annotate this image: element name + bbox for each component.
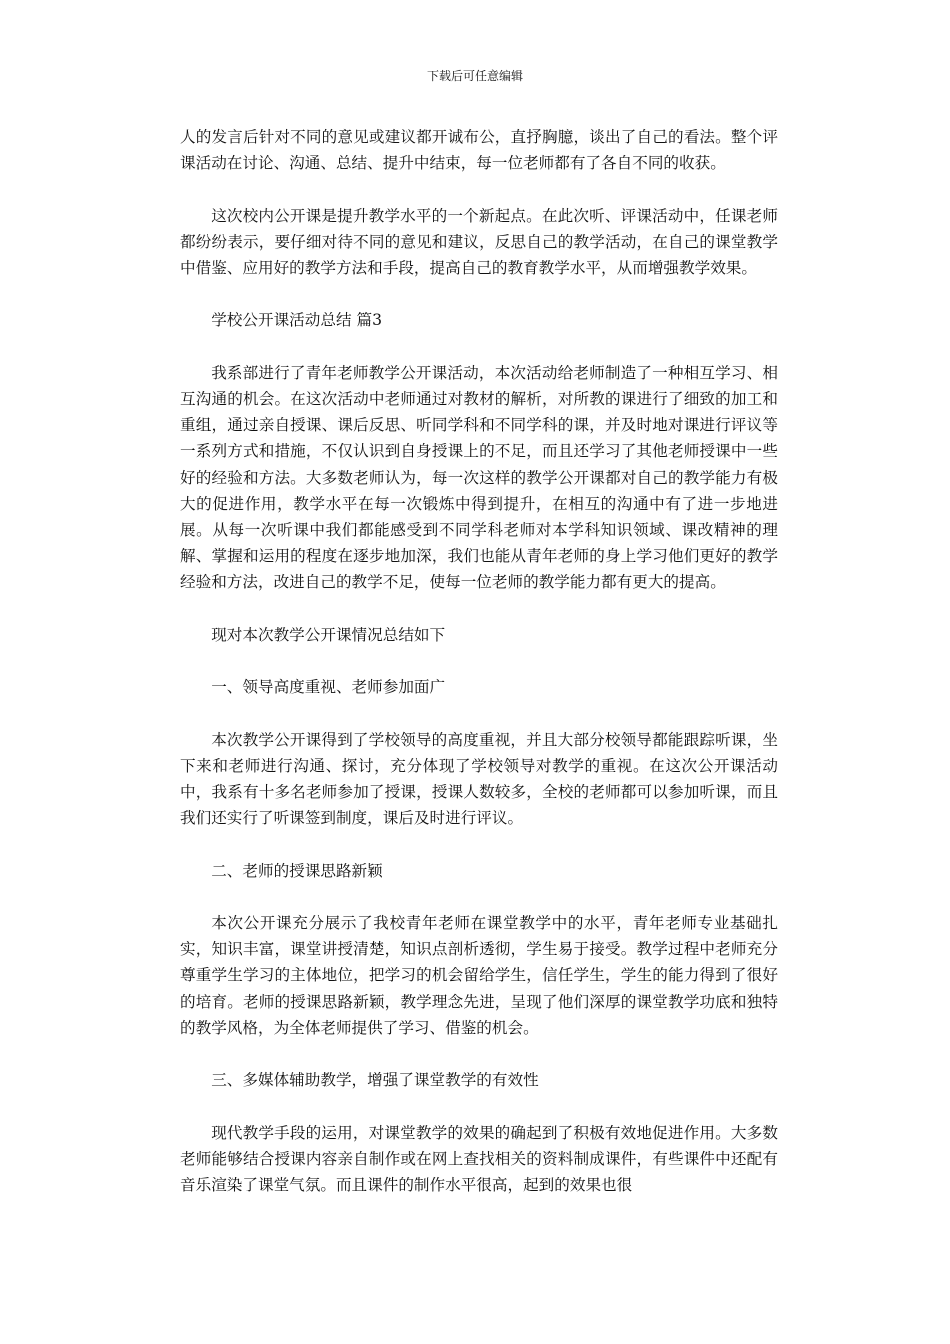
summary-intro: 现对本次教学公开课情况总结如下 xyxy=(211,625,446,644)
subheading-1: 一、领导高度重视、老师参加面广 xyxy=(211,678,446,697)
document-body xyxy=(180,124,778,1224)
paragraph: 我系部进行了青年老师教学公开课活动，本次活动给老师制造了一种相互学习、相互沟通的机会。在这次活动中老师通过对教材的解析，对所教的课进行了细致的加工和重组，通过亲自授课、课后反思、听同学科和不同学科的课，并及时地对课进行评议等一系列方式和措施，不仅认识到自身授课上的不足，而且还学习了其他老师授课中一些好的经验和方法。大多数老师认为，每一次这样的教学公开课都对自己的教学能力有极大的促进作用，教学水平在每一次锻炼中得到提升，在相互的沟通中有了进一步地进展。从每一次听课中我们都能感受到不同学科老师对本学科知识领域、课改精神的理解、掌握和运用的程度在逐步地加深，我们也能从青年老师的身上学习他们更好的教学经验和方法，改进自己的教学不足，使每一位老师的教学能力都有更大的提高。 xyxy=(180,363,778,592)
paragraph: 本次公开课充分展示了我校青年老师在课堂教学中的水平，青年老师专业基础扎实，知识丰富，课堂讲授清楚，知识点剖析透彻，学生易于接受。教学过程中老师充分尊重学生学习的主体地位，把学习的机会留给学生，信任学生，学生的能力得到了很好的培育。老师的授课思路新颖，教学理念先进，呈现了他们深厚的课堂教学功底和独特的教学风格，为全体老师提供了学习、借鉴的机会。 xyxy=(180,913,778,1037)
paragraph: 现代教学手段的运用，对课堂教学的效果的确起到了积极有效地促进作用。大多数老师能够结合授课内容亲自制作或在网上查找相关的资料制成课件，有些课件中还配有音乐渲染了课堂气氛。而且课件的制作水平很高，起到的效果也很 xyxy=(180,1123,778,1194)
paragraph: 本次教学公开课得到了学校领导的高度重视，并且大部分校领导都能跟踪听课，坐下来和老师进行沟通、探讨，充分体现了学校领导对教学的重视。在这次公开课活动中，我系有十多名老师参加了授课，授课人数较多，全校的老师都可以参加听课，而且我们还实行了听课签到制度，课后及时进行评议。 xyxy=(180,730,778,828)
section-title: 学校公开课活动总结 篇3 xyxy=(211,311,383,330)
paragraph-continuation: 人的发言后针对不同的意见或建议都开诚布公，直抒胸臆，谈出了自己的看法。整个评课活动在讨论、沟通、总结、提升中结束，每一位老师都有了各自不同的收获。 xyxy=(180,128,778,173)
subheading-2: 二、老师的授课思路新颖 xyxy=(211,861,383,880)
subheading-3: 三、多媒体辅助教学，增强了课堂教学的有效性 xyxy=(211,1071,539,1090)
paragraph: 这次校内公开课是提升教学水平的一个新起点。在此次听、评课活动中，任课老师都纷纷表示，要仔细对待不同的意见和建议，反思自己的教学活动，在自己的课堂教学中借鉴、应用好的教学方法和手段，提高自己的教育教学水平，从而增强教学效果。 xyxy=(180,206,778,277)
page-header: 下载后可任意编辑 xyxy=(426,69,523,83)
